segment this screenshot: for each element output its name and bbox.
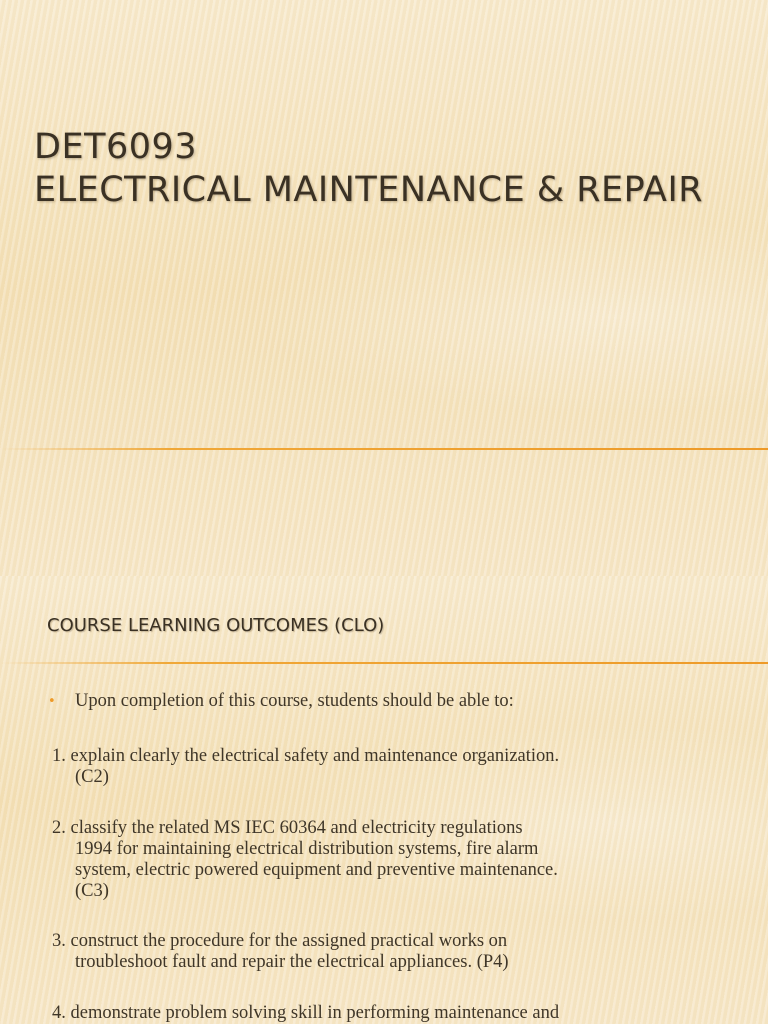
outcome-line: (C3) <box>75 881 109 901</box>
outcome-item-4 <box>52 1003 692 1024</box>
outcome-item-2 <box>52 818 692 902</box>
title-divider <box>0 448 768 450</box>
outcome-line: 1. explain clearly the electrical safety and maintenance organization. <box>52 746 560 766</box>
course-name: ELECTRICAL MAINTENANCE & REPAIR <box>34 170 704 210</box>
clo-slide <box>0 576 768 1024</box>
heading-divider <box>0 662 768 664</box>
outcome-line: system, electric powered equipment and preventive maintenance. <box>75 860 558 880</box>
course-code: DET6093 <box>34 127 198 167</box>
intro-text: Upon completion of this course, students should be able to: <box>75 691 514 711</box>
outcome-line: 4. demonstrate problem solving skill in performing maintenance and <box>52 1003 560 1023</box>
bullet-icon: • <box>48 694 56 709</box>
outcome-line: 1994 for maintaining electrical distribution systems, fire alarm <box>75 839 539 859</box>
outcome-line: 3. construct the procedure for the assigned practical works on <box>52 931 508 951</box>
slide-title <box>34 126 703 212</box>
outcome-item-1 <box>52 746 692 788</box>
clo-heading: COURSE LEARNING OUTCOMES (CLO) <box>47 615 385 636</box>
outcome-line: 2. classify the related MS IEC 60364 and electricity regulations <box>52 818 523 838</box>
intro-bullet <box>48 691 514 712</box>
outcome-line: troubleshoot fault and repair the electrical appliances. (P4) <box>75 952 509 972</box>
outcome-line: (C2) <box>75 767 109 787</box>
outcome-item-3 <box>52 931 692 973</box>
